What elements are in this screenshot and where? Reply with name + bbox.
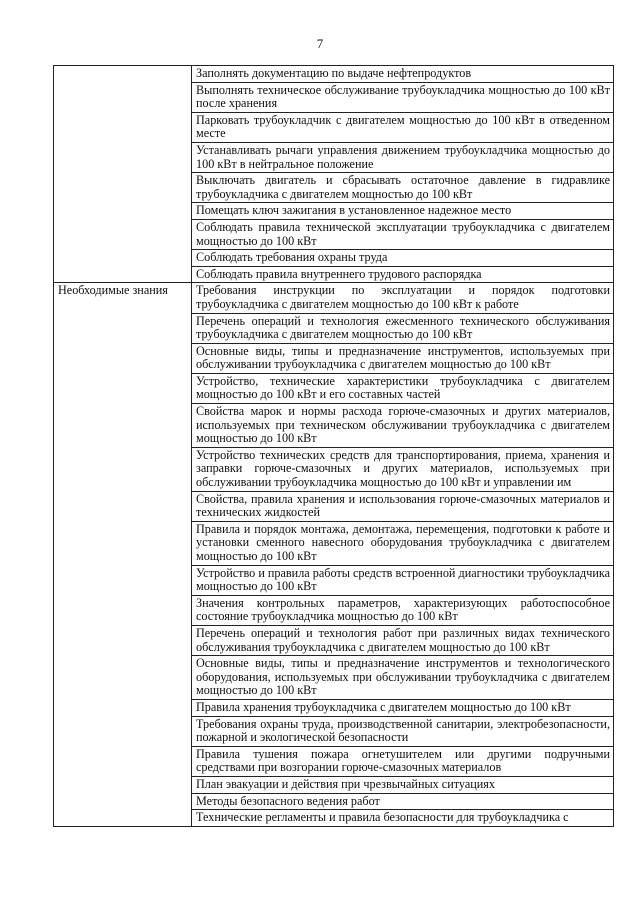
table-row (54, 66, 614, 83)
table-cell-text: Требования инструкции по эксплуатации и порядок подготовки трубоукладчика с двигателем мощностью до 100 кВт к работе (192, 283, 614, 313)
table-cell-text: Методы безопасного ведения работ (192, 793, 614, 810)
table-cell-text: Требования охраны труда, производственной санитарии, электробезопасности, пожарной и экологической безопасности (192, 716, 614, 746)
table-cell-text: План эвакуации и действия при чрезвычайных ситуациях (192, 776, 614, 793)
table-cell-text: Парковать трубоукладчик с двигателем мощностью до 100 кВт в отведенном месте (192, 112, 614, 142)
table-cell-text: Соблюдать правила технической эксплуатации трубоукладчика с двигателем мощностью до 100 кВт (192, 219, 614, 249)
table-cell-text: Помещать ключ зажигания в установленное надежное место (192, 203, 614, 220)
table-cell-text: Основные виды, типы и предназначение инструментов, используемых при обслуживании трубоукладчика с двигателем мощностью до 100 кВт (192, 343, 614, 373)
table-cell-text: Устройство технических средств для транспортирования, приема, хранения и заправки горюче-смазочных и других материалов, используемых при обслуживании трубоукладчика мощностью до 100 кВт и управлении им (192, 447, 614, 491)
table-cell-text: Выключать двигатель и сбрасывать остаточное давление в гидравлике трубоукладчика с двигателем мощностью до 100 кВт (192, 173, 614, 203)
table-cell-text: Свойства, правила хранения и использования горюче-смазочных материалов и технических жидкостей (192, 491, 614, 521)
table-row (54, 283, 614, 313)
table-cell-text: Выполнять техническое обслуживание трубоукладчика мощностью до 100 кВт после хранения (192, 82, 614, 112)
table-cell-text: Соблюдать правила внутреннего трудового распорядка (192, 266, 614, 283)
table-cell-text: Значения контрольных параметров, характеризующих работоспособное состояние трубоукладчика мощностью до 100 кВт (192, 595, 614, 625)
table-cell-text: Перечень операций и технология ежесменного технического обслуживания трубоукладчика с двигателем мощностью до 100 кВт (192, 313, 614, 343)
table-cell-text: Устанавливать рычаги управления движением трубоукладчика мощностью до 100 кВт в нейтральное положение (192, 142, 614, 172)
page-number: 7 (316, 36, 324, 51)
table-cell-text: Заполнять документацию по выдаче нефтепродуктов (192, 66, 614, 83)
table-cell-text: Основные виды, типы и предназначение инструментов и технологического оборудования, используемых при обслуживании трубоукладчика с двигателем мощностью до 100 кВт (192, 656, 614, 700)
table-cell-text: Правила и порядок монтажа, демонтажа, перемещения, подготовки к работе и установки сменного навесного оборудования трубоукладчика с двигателем мощностью до 100 кВт (192, 521, 614, 565)
table-cell-text: Перечень операций и технология работ при различных видах технического обслуживания трубоукладчика с двигателем мощностью до 100 кВт (192, 625, 614, 655)
table-cell-text: Правила хранения трубоукладчика с двигателем мощностью до 100 кВт (192, 699, 614, 716)
skills-label-cell (54, 66, 192, 283)
table-cell-text: Технические регламенты и правила безопасности для трубоукладчика с (192, 810, 614, 827)
table-cell-text: Устройство, технические характеристики трубоукладчика с двигателем мощностью до 100 кВт и его составных частей (192, 373, 614, 403)
table-cell-text: Устройство и правила работы средств встроенной диагностики трубоукладчика мощностью до 100 кВт (192, 565, 614, 595)
table-cell-text: Свойства марок и нормы расхода горюче-смазочных и других материалов, используемых при техническом обслуживании трубоукладчика с двигателем мощностью до 100 кВт (192, 404, 614, 448)
knowledge-label-cell: Необходимые знания (54, 283, 192, 826)
competency-table (53, 65, 614, 827)
table-cell-text: Правила тушения пожара огнетушителем или другими подручными средствами при возгорании горюче-смазочных материалов (192, 746, 614, 776)
table-cell-text: Соблюдать требования охраны труда (192, 250, 614, 267)
